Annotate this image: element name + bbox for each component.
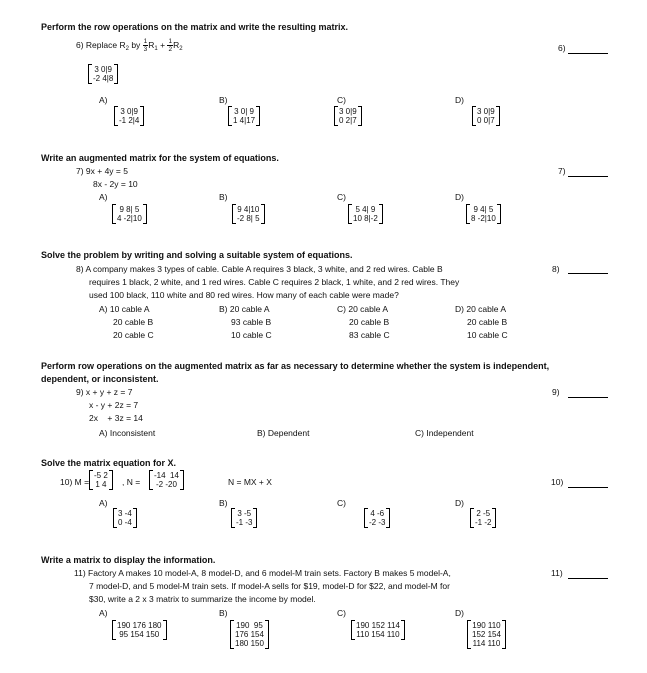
answer-blank-10[interactable] — [568, 487, 608, 488]
question-11-line1: 11) Factory A makes 10 model-A, 8 model-D, and 6 model-M train sets. Factory B makes 5 model-A, — [74, 568, 451, 578]
answer-number-11: 11) — [551, 568, 563, 578]
choice-8d-line3: 10 cable C — [467, 330, 508, 340]
answer-blank-7[interactable] — [568, 176, 608, 177]
matrix-n: -14 14 -2 -20 — [149, 470, 184, 490]
choice-10a-label: A) — [99, 498, 108, 508]
choice-8d-line2: 20 cable B — [467, 317, 508, 327]
q6-label: 6) Replace R — [76, 39, 126, 50]
choice-7b-matrix[interactable]: 9 4|10 -2 8| 5 — [232, 204, 265, 224]
choice-8c[interactable]: C) 20 cable A — [337, 304, 389, 314]
choice-10c-matrix[interactable]: 4 -6 -2 -3 — [364, 508, 390, 528]
section-header: Solve the problem by writing and solving a suitable system of equations. — [41, 250, 353, 260]
fraction-one-third: $\frac{1}{3}$ — [143, 38, 148, 53]
plus-sign: + — [157, 39, 168, 50]
choice-6d-matrix[interactable]: 3 0|9 0 0|7 — [472, 106, 500, 126]
answer-blank-9[interactable] — [568, 397, 608, 398]
question-8-line2: requires 1 black, 2 white, and 1 red wires. Cable C requires 2 black, 1 white, and 2 red wires. They — [89, 277, 460, 287]
choice-10b-label: B) — [219, 498, 228, 508]
section-header: Solve the matrix equation for X. — [41, 458, 177, 468]
section-header: Write an augmented matrix for the system of equations. — [41, 153, 279, 163]
r1-sub: 1 — [154, 45, 158, 52]
fraction-one-half: $\frac{1}{2}$ — [168, 38, 173, 53]
choice-8b[interactable]: B) 20 cable A — [219, 304, 270, 314]
question-9-eq3: 2x + 3z = 14 — [89, 413, 143, 423]
question-10-label: 10) M = — [60, 477, 90, 487]
choice-10a-matrix[interactable]: 3 -4 0 -4 — [113, 508, 137, 528]
choice-6d-label: D) — [455, 95, 464, 105]
question-7-eq1: 7) 9x + 4y = 5 — [76, 166, 128, 176]
answer-number-10: 10) — [551, 477, 564, 487]
choice-10d-matrix[interactable]: 2 -5 -1 -2 — [470, 508, 496, 528]
choice-11d-label: D) — [455, 608, 464, 618]
choice-8b-line2: 93 cable B — [231, 317, 272, 327]
choice-11d-matrix[interactable]: 190 110 152 154 114 110 — [467, 620, 506, 649]
choice-8b-line3: 10 cable C — [231, 330, 272, 340]
question-7-eq2: 8x - 2y = 10 — [93, 179, 138, 189]
r1-term: R — [148, 39, 155, 50]
choice-6c-label: C) — [337, 95, 346, 105]
choice-11c-label: C) — [337, 608, 346, 618]
choice-10d-label: D) — [455, 498, 464, 508]
matrix-m: -5 2 1 4 — [89, 470, 113, 490]
choice-7a-label: A) — [99, 192, 108, 202]
choice-8c-line2: 20 cable B — [349, 317, 390, 327]
choice-11a-label: A) — [99, 608, 108, 618]
question-11-line3: $30, write a 2 x 3 matrix to summarize the income by model. — [89, 594, 316, 604]
question-10-equation: N = MX + X — [228, 477, 272, 487]
answer-number-8: 8) — [552, 264, 560, 274]
choice-7d-matrix[interactable]: 9 4| 5 8 -2|10 — [466, 204, 501, 224]
q6-by: by — [128, 39, 143, 50]
choice-7d-label: D) — [455, 192, 464, 202]
choice-10b-matrix[interactable]: 3 -5 -1 -3 — [231, 508, 257, 528]
choice-6b-matrix[interactable]: 3 0| 9 1 4|17 — [228, 106, 260, 126]
answer-number-6: 6) — [558, 43, 566, 53]
section-header-line2: dependent, or inconsistent. — [41, 374, 159, 384]
question-8-line1: 8) A company makes 3 types of cable. Cable A requires 3 black, 3 white, and 2 red wires. Cable B — [76, 264, 443, 274]
choice-6b-label: B) — [219, 95, 228, 105]
section-header: Write a matrix to display the information. — [41, 555, 216, 565]
choice-10c-label: C) — [337, 498, 346, 508]
section-header: Perform the row operations on the matrix and write the resulting matrix. — [41, 22, 349, 32]
choice-9a[interactable]: A) Inconsistent — [99, 428, 156, 438]
choice-11a-matrix[interactable]: 190 176 180 95 154 150 — [112, 620, 167, 640]
choice-9c[interactable]: C) Independent — [415, 428, 474, 438]
choice-8a-line2: 20 cable B — [113, 317, 154, 327]
question-6-text — [76, 38, 183, 53]
answer-blank-6[interactable] — [568, 53, 608, 54]
choice-9b[interactable]: B) Dependent — [257, 428, 310, 438]
given-matrix: 3 0|9 -2 4|8 — [88, 64, 118, 84]
question-8-line3: used 100 black, 110 white and 80 red wires. How many of each cable were made? — [89, 290, 399, 300]
question-11-line2: 7 model-D, and 5 model-M train sets. If model-A sells for $19, model-D for $22, and model-M for — [89, 581, 450, 591]
choice-11b-matrix[interactable]: 190 95 176 154 180 150 — [230, 620, 269, 649]
answer-blank-11[interactable] — [568, 578, 608, 579]
answer-number-9: 9) — [552, 387, 560, 397]
q6-sub: 2 — [125, 45, 129, 52]
r2-term: R — [173, 39, 180, 50]
section-header: Perform row operations on the augmented matrix as far as necessary to determine whether the system is independent, — [41, 361, 550, 371]
choice-11b-label: B) — [219, 608, 228, 618]
answer-number-7: 7) — [558, 166, 566, 176]
question-9-eq1: 9) x + y + z = 7 — [76, 387, 133, 397]
answer-blank-8[interactable] — [568, 273, 608, 274]
choice-7a-matrix[interactable]: 9 8| 5 4 -2|10 — [112, 204, 147, 224]
choice-6a-label: A) — [99, 95, 108, 105]
choice-7b-label: B) — [219, 192, 228, 202]
r2-sub: 2 — [179, 45, 183, 52]
choice-8a[interactable]: A) 10 cable A — [99, 304, 150, 314]
question-9-eq2: x - y + 2z = 7 — [89, 400, 139, 410]
choice-7c-matrix[interactable]: 5 4| 9 10 8|-2 — [348, 204, 383, 224]
n-label: , N = — [122, 477, 141, 487]
choice-7c-label: C) — [337, 192, 346, 202]
choice-8c-line3: 83 cable C — [349, 330, 390, 340]
choice-8d[interactable]: D) 20 cable A — [455, 304, 507, 314]
choice-6c-matrix[interactable]: 3 0|9 0 2|7 — [334, 106, 362, 126]
choice-11c-matrix[interactable]: 190 152 114 110 154 110 — [351, 620, 405, 640]
choice-8a-line3: 20 cable C — [113, 330, 154, 340]
choice-6a-matrix[interactable]: 3 0|9 -1 2|4 — [114, 106, 144, 126]
